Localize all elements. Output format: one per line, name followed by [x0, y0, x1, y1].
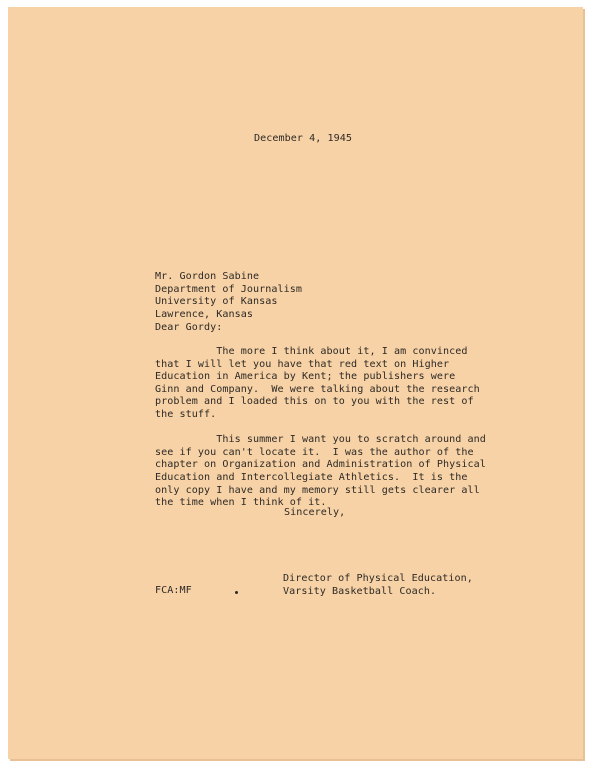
ink-dot	[235, 591, 238, 594]
recipient-address: Mr. Gordon Sabine Department of Journalism University of Kansas Lawrence, Kansas	[155, 271, 303, 320]
letter-date: December 4, 1945	[254, 133, 353, 144]
salutation: Dear Gordy:	[155, 322, 223, 333]
body-paragraph-2: This summer I want you to scratch around and see if you can't locate it. I was the author of the chapter on Organization and Administration of Physical Education and Intercollegiate Athletics. It is the only copy I have and my memory still gets clearer all the time when I think of it.	[155, 434, 486, 509]
typist-initials: FCA:MF	[155, 585, 192, 596]
letter-body	[155, 346, 486, 510]
closing: Sincerely,	[284, 507, 346, 518]
signature-title: Director of Physical Education, Varsity Basketball Coach.	[283, 573, 473, 597]
body-paragraph-1: The more I think about it, I am convinced that I will let you have that red text on Higher Education in America by Kent; the publishers were Ginn and Company. We were talking about the research problem and I loaded this on to you with the rest of the stuff.	[155, 346, 480, 420]
